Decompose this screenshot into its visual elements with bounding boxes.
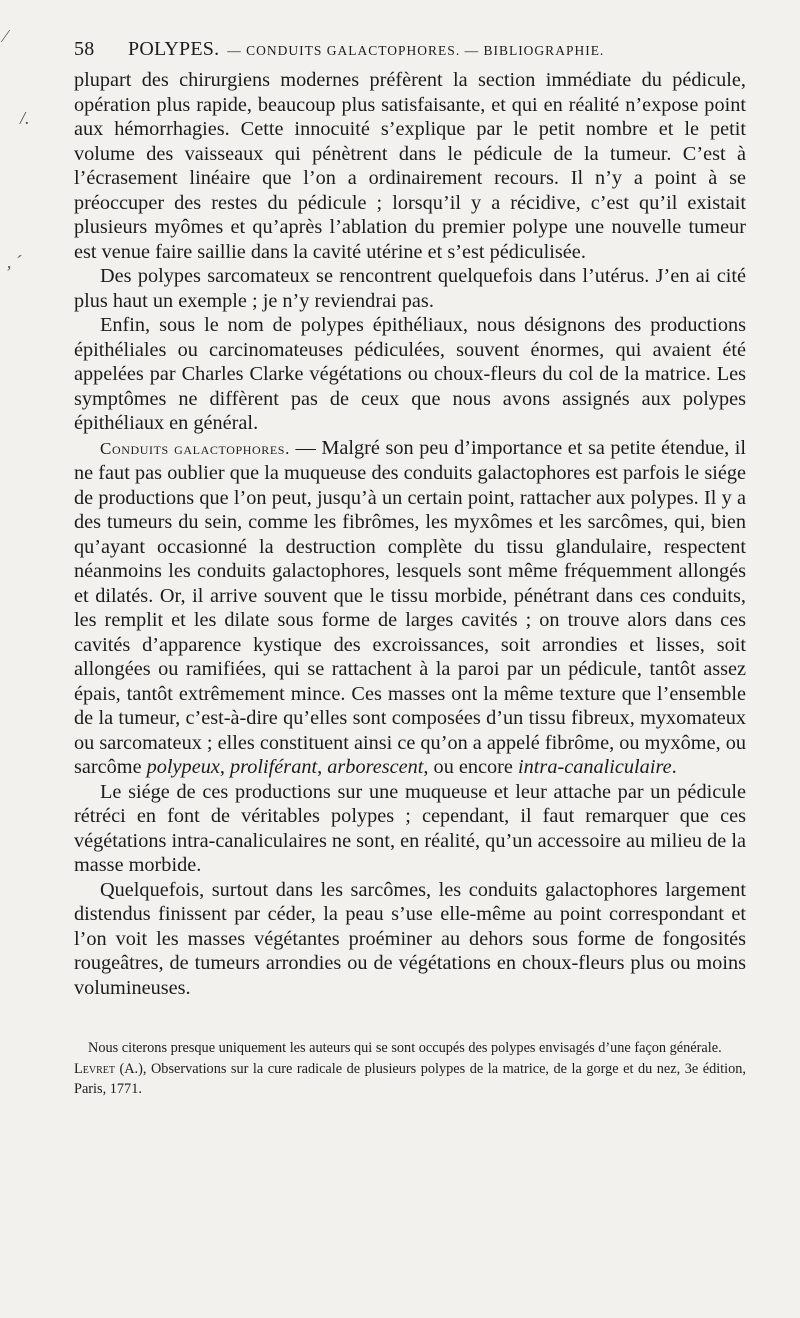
margin-pencil-mark-lower: ‚ ˊ [6, 252, 23, 272]
text-separator: , ou encore [423, 756, 519, 778]
running-subtitle: — CONDUITS GALACTOPHORES. — BIBLIOGRAPHIE. [227, 43, 605, 58]
italic-term: polypeux [146, 756, 220, 778]
text-end: . [671, 756, 677, 778]
text-separator: , [317, 756, 328, 778]
running-title: POLYPES. [128, 38, 220, 60]
page-number: 58 [74, 38, 95, 60]
body-text [74, 68, 746, 1000]
paragraph-continuation: plupart des chirurgiens modernes préfèrent la section immédiate du pédicule, opération plus rapide, beaucoup plus satisfaisante, et qui en réalité n’expose point aux hémorrhagies. Cette innocuité s’explique par le petit nombre et le petit volume des vaisseaux qui pénètrent dans le pédicule de la tumeur. C’est à l’écrasement linéaire que l’on a ordinairement recours. Il n’y a point à se préoccuper des restes du pédicule ; lorsqu’il y a récidive, c’est qu’il existait plusieurs myômes et qu’après l’ablation du premier polype une nouvelle tumeur est venue faire saillie dans la cavité utérine et s’est pédiculisée. [74, 69, 746, 263]
text-separator: , [219, 756, 230, 778]
italic-term: intra-canaliculaire [518, 756, 672, 778]
paragraph-text: — Malgré son peu d’importance et sa petite étendue, il ne faut pas oublier que la muqueuse des conduits galactophores est parfois le siége de productions que l’on peut, jusqu’à un certain point, rattacher aux polypes. Il y a des tumeurs du sein, comme les fibrômes, les myxômes et les sarcômes, qui, bien qu’ayant occasionné la destruction complète du tissu glandulaire, respectent néanmoins les conduits galactophores, lesquels sont même fréquemment allongés et dilatés. Or, il arrive souvent que le tissu morbide, pénétrant dans ces conduits, les remplit et les dilate sous forme de larges cavités ; on trouve alors dans ces cavités d’apparence kystique des excroissances, soit arrondies et lisses, soit allongées ou ramifiées, qui se rattachent à la paroi par un pédicule, tantôt assez épais, tantôt extrêmement mince. Ces masses ont la même texture que l’ensemble de la tumeur, c’est-à-dire qu’elles sont composées d’un tissu fibreux, myxomateux ou sarcomateux ; elles constituent ainsi ce qu’on a appelé fibrôme, ou myxôme, ou sarcôme [74, 436, 747, 778]
italic-term: arborescent [327, 756, 424, 778]
paragraph-sarcomateux: Des polypes sarcomateux se rencontrent quelquefois dans l’utérus. J’en ai cité plus haut un exemple ; je n’y reviendrai pas. [74, 265, 746, 312]
bibliography-notes [74, 1038, 746, 1100]
paragraph-siege: Le siége de ces productions sur une muqueuse et leur attache par un pédicule rétréci en font de véritables polypes ; cependant, il faut remarquer que ces végétations intra-canaliculaires ne sont, en réalité, qu’un accessoire au milieu de la masse morbide. [74, 780, 746, 876]
margin-pencil-mark-middle: /. [20, 108, 30, 128]
paragraph-quelquefois: Quelquefois, surtout dans les sarcômes, les conduits galactophores largement distendus finissent par céder, la peau s’use elle-même au point correspondant et l’on voit les masses végétantes proéminer au dehors sous forme de fongosités rougeâtres, de tumeurs arrondies ou de végétations en choux-fleurs plus ou moins volumineuses. [74, 878, 746, 999]
running-head [74, 38, 746, 68]
margin-pencil-mark-top: ⁄ [4, 26, 8, 46]
note-citation: Observations sur la cure radicale de plusieurs polypes de la matrice, de la gorge et du nez, 3e édition, Paris, 1771. [74, 1060, 746, 1097]
section-heading: Conduits galactophores. [100, 438, 290, 458]
paragraph-epitheliaux: Enfin, sous le nom de polypes épithéliaux, nous désignons des productions épithéliales ou carcinomateuses pédiculées, souvent énormes, qui avaient été appelées par Charles Clarke végétations ou choux-fleurs du col de la matrice. Les symptômes ne diffèrent pas de ceux que nous avons assignés aux polypes épithéliaux en général. [74, 314, 746, 434]
note-levret [74, 1059, 746, 1100]
paragraph-conduits-galactophores [74, 436, 746, 780]
book-page [74, 38, 746, 1100]
note-intro: Nous citerons presque uniquement les auteurs qui se sont occupés des polypes envisagés d’une façon générale. [88, 1040, 722, 1056]
note-author: Levret (A.), [74, 1060, 147, 1077]
italic-term: proliférant [229, 756, 318, 778]
